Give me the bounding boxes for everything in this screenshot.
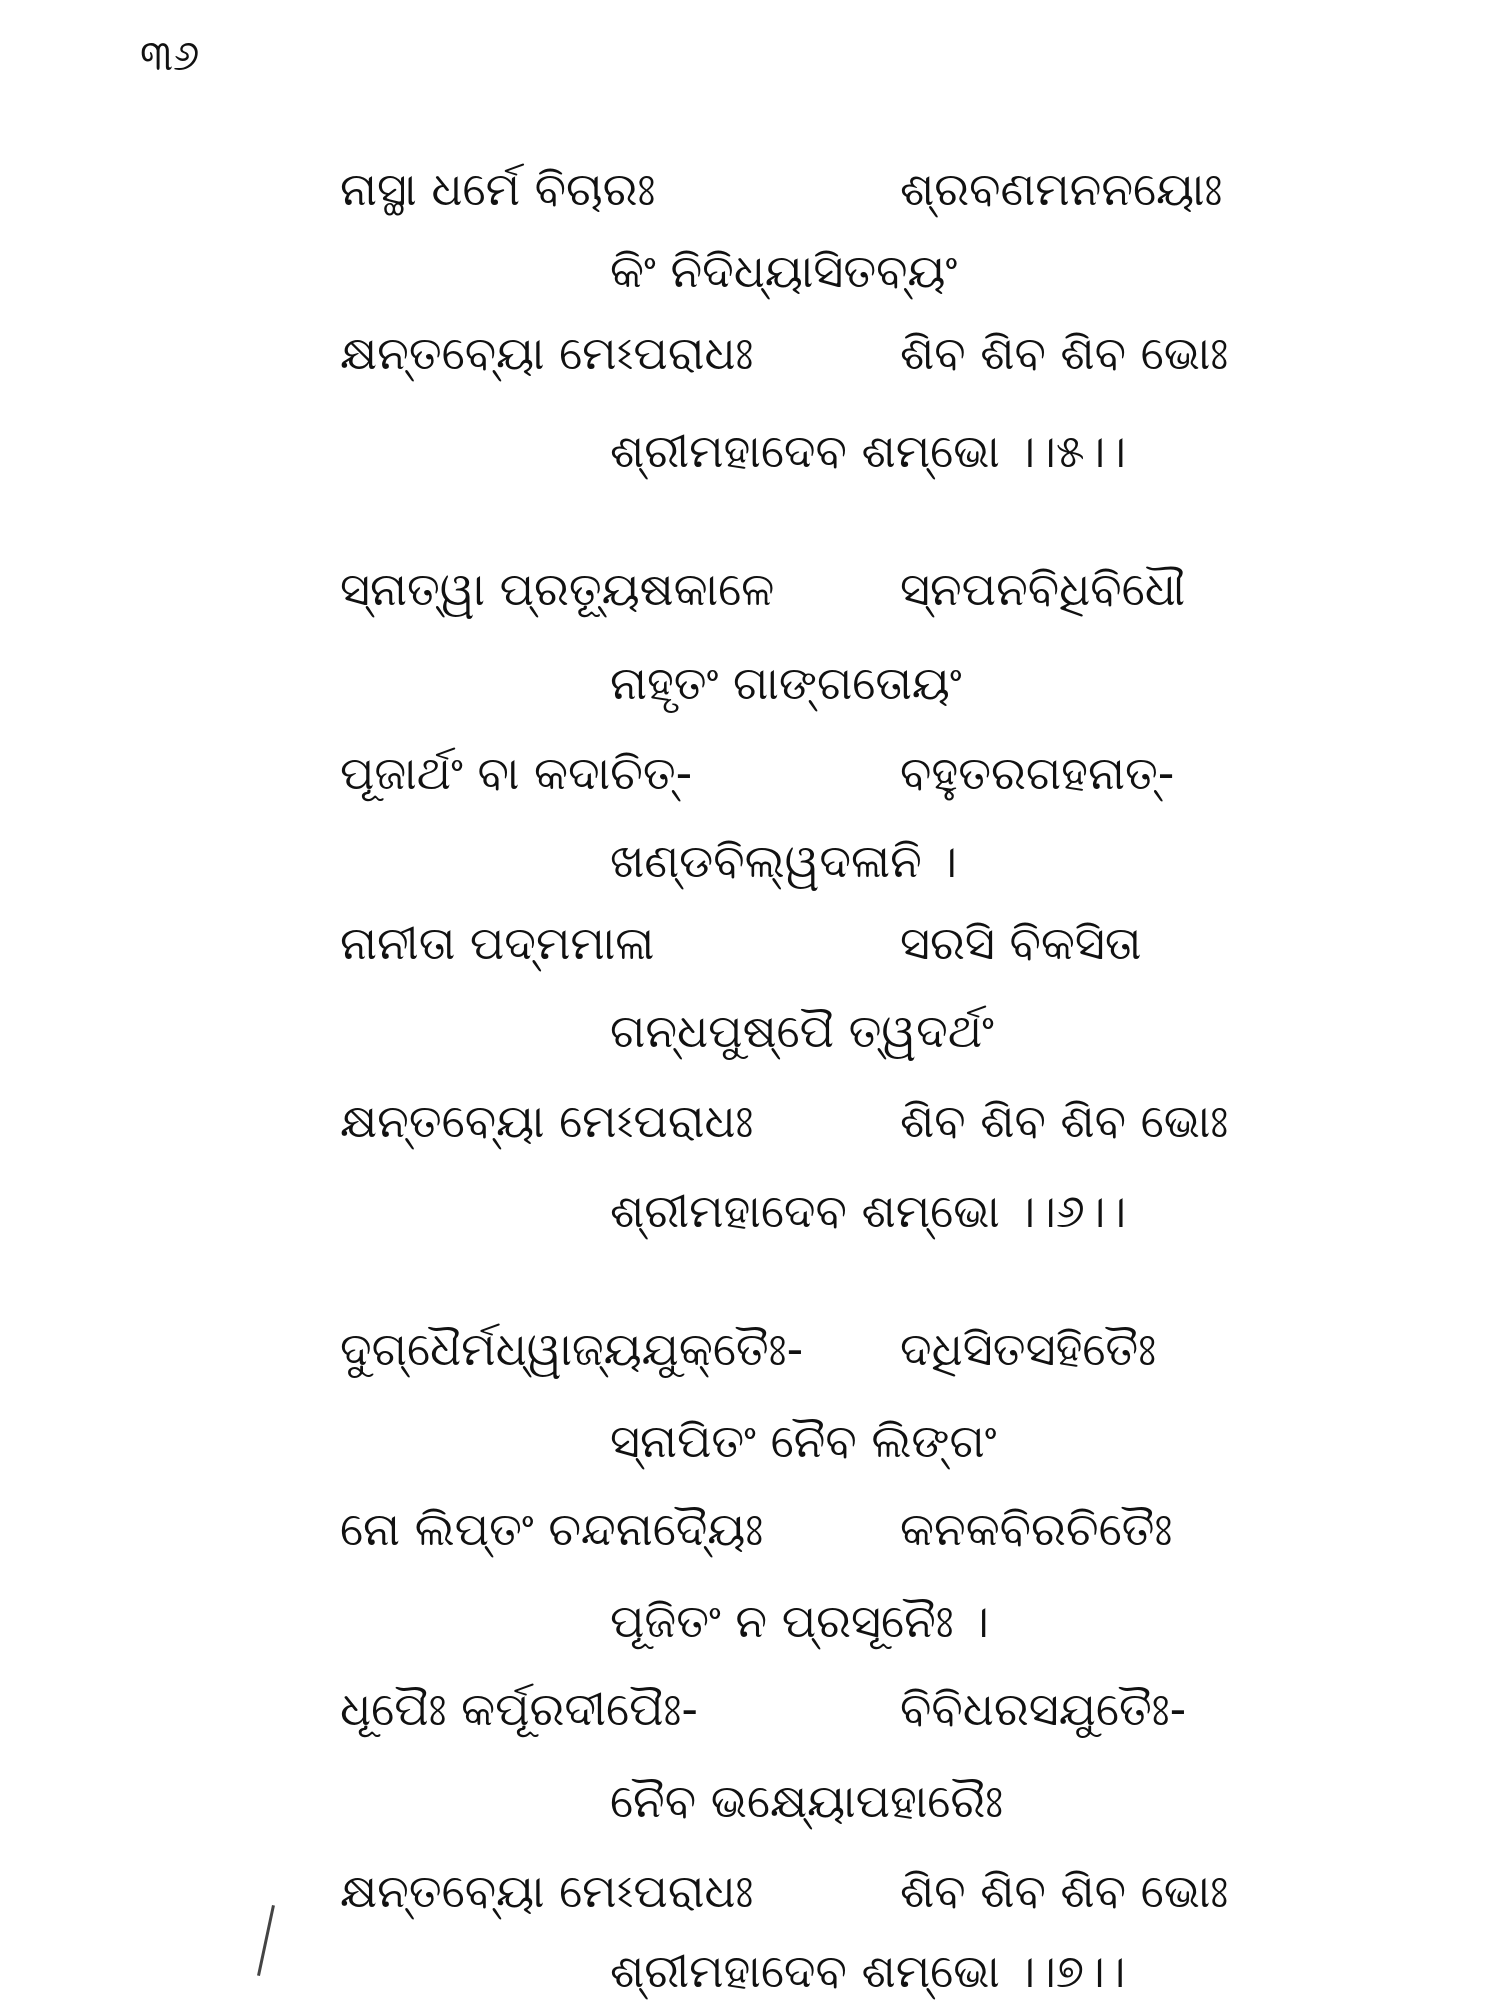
verse-7-line-1-left: ଦୁଗ୍‌ଧୈର୍ମଧ୍ୱାଜ୍ୟଯୁକ୍ତୈଃ-	[340, 1322, 804, 1376]
verse-6-line-6: ଗନ୍ଧପୁଷ୍ପୈ ତ୍ୱଦର୍ଥଂ	[610, 1004, 995, 1058]
verse-7-line-1-right: ଦଧିସିତସହିତୈଃ	[900, 1322, 1157, 1376]
verse-6-line-3-right: ବହୁତରଗହନାତ୍-	[900, 746, 1175, 800]
verse-6-line-8: ଶ୍ରୀମହାଦେବ ଶମ୍ଭୋ ।।୬।।	[610, 1184, 1127, 1238]
verse-6-line-1-left: ସ୍ନାତ୍ୱା ପ୍ରତ୍ୟୂଷକାଳେ	[340, 562, 775, 616]
verse-6-line-5-left: ନାନୀତା ପଦ୍ମମାଳା	[340, 916, 655, 970]
verse-6-line-1-right: ସ୍ନପନବିଧିବିଧୌ	[900, 562, 1186, 616]
verse-5-line-1-left: ନାସ୍ଥା ଧର୍ମେ ବିଚାରଃ	[340, 162, 656, 216]
verse-6-line-7-left: କ୍ଷନ୍ତବ୍ୟୋ ମେଽପରାଧଃ	[340, 1094, 754, 1148]
verse-7-line-7-right: ଶିବ ଶିବ ଶିବ ଭୋଃ	[900, 1864, 1229, 1918]
verse-6-line-2: ନାହୃତଂ ଗାଙ୍ଗତୋୟଂ	[610, 656, 962, 710]
verse-6-line-4: ଖଣ୍ଡବିଲ୍ୱଦଳାନି ।	[610, 834, 958, 888]
verse-7-line-4: ପୂଜିତଂ ନ ପ୍ରସୂନୈଃ ।	[610, 1594, 989, 1648]
verse-7-line-8: ଶ୍ରୀମହାଦେବ ଶମ୍ଭୋ ।।୭।।	[610, 1944, 1126, 1998]
pencil-stroke-mark	[257, 1905, 275, 1976]
verse-5-line-1-right: ଶ୍ରବଣମନନୟୋଃ	[900, 162, 1223, 216]
verse-7-line-2: ସ୍ନାପିତଂ ନୈବ ଲିଙ୍ଗଂ	[610, 1414, 997, 1468]
verse-7-line-5-right: ବିବିଧରସଯୁତୈଃ-	[900, 1682, 1187, 1736]
page-number: ୩୬	[140, 31, 200, 80]
verse-5-line-3-right: ଶିବ ଶିବ ଶିବ ଭୋଃ	[900, 326, 1229, 380]
verse-5-line-2: କିଂ ନିଦିଧ୍ୟାସିତବ୍ୟଂ	[610, 244, 958, 298]
verse-7-line-3-left: ନୋ ଲିପ୍ତଂ ଚନ୍ଦନାଦ୍ୟୈଃ	[340, 1502, 764, 1556]
verse-6-line-5-right: ସରସି ବିକସିତା	[900, 916, 1142, 970]
verse-6-line-7-right: ଶିବ ଶିବ ଶିବ ଭୋଃ	[900, 1094, 1229, 1148]
verse-7-line-7-left: କ୍ଷନ୍ତବ୍ୟୋ ମେଽପରାଧଃ	[340, 1864, 754, 1918]
verse-7-line-5-left: ଧୂପୈଃ କର୍ପୂରଦୀପୈଃ-	[340, 1682, 699, 1736]
verse-5-line-4: ଶ୍ରୀମହାଦେବ ଶମ୍ଭୋ ।।୫।।	[610, 424, 1127, 478]
verse-6-line-3-left: ପୂଜାର୍ଥଂ ବା କଦାଚିତ୍-	[340, 746, 693, 800]
verse-5-line-3-left: କ୍ଷନ୍ତବ୍ୟୋ ମେଽପରାଧଃ	[340, 326, 754, 380]
verse-7-line-3-right: କନକବିରଚିତୈଃ	[900, 1502, 1173, 1556]
verse-7-line-6: ନୈବ ଭକ୍ଷ୍ୟୋପହାରୈଃ	[610, 1774, 1004, 1828]
